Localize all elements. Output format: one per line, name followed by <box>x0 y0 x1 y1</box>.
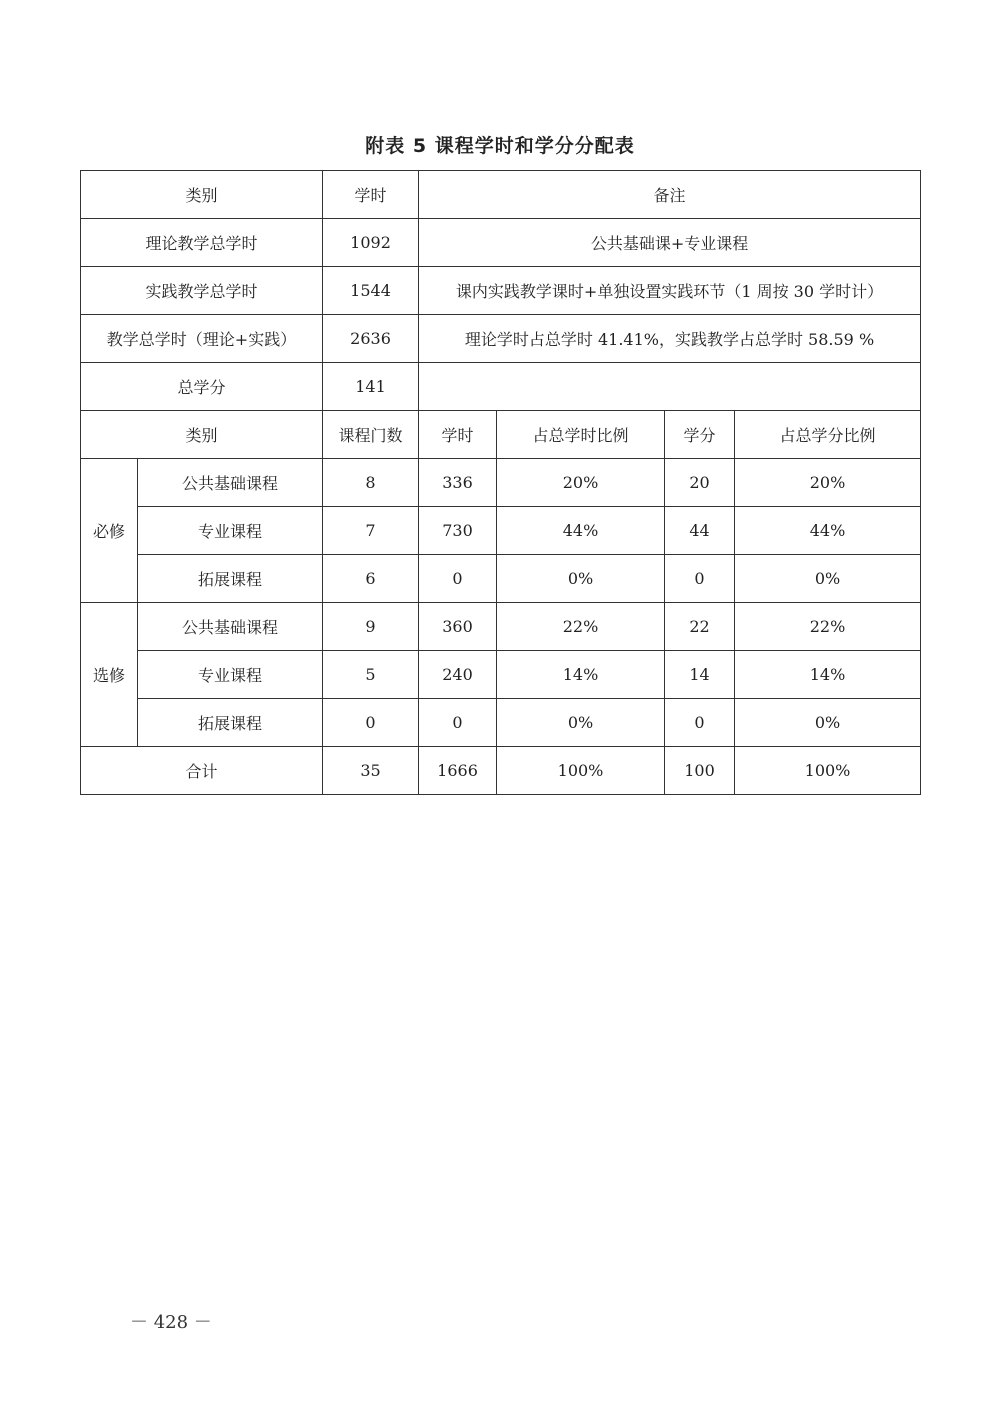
credits-ratio: 20% <box>735 459 921 507</box>
group-label-required: 必修 <box>81 459 138 603</box>
header-course-count: 课程门数 <box>323 411 419 459</box>
course-count: 9 <box>323 603 419 651</box>
total-credits-ratio: 100% <box>735 747 921 795</box>
summary-note: 公共基础课+专业课程 <box>419 219 921 267</box>
hours-ratio: 14% <box>497 651 665 699</box>
table-row <box>81 603 921 651</box>
table-row <box>81 459 921 507</box>
table-row <box>81 699 921 747</box>
header-category: 类别 <box>81 411 323 459</box>
summary-note: 课内实践教学课时+单独设置实践环节（1 周按 30 学时计） <box>419 267 921 315</box>
course-count: 0 <box>323 699 419 747</box>
hours: 360 <box>419 603 497 651</box>
table-row <box>81 507 921 555</box>
total-credits: 100 <box>665 747 735 795</box>
header-category: 类别 <box>81 171 323 219</box>
course-count: 6 <box>323 555 419 603</box>
total-row <box>81 747 921 795</box>
summary-hours: 141 <box>323 363 419 411</box>
total-label: 合计 <box>81 747 323 795</box>
header-hours-ratio: 占总学时比例 <box>497 411 665 459</box>
page-number: － 428 － <box>130 1312 212 1333</box>
summary-row <box>81 315 921 363</box>
hours-ratio: 0% <box>497 699 665 747</box>
course-type: 拓展课程 <box>138 699 323 747</box>
course-type: 拓展课程 <box>138 555 323 603</box>
credits-ratio: 14% <box>735 651 921 699</box>
credit-hours-table <box>80 170 921 795</box>
hours: 336 <box>419 459 497 507</box>
summary-note: 理论学时占总学时 41.41%，实践教学占总学时 58.59 % <box>419 315 921 363</box>
hours: 730 <box>419 507 497 555</box>
group-label-elective: 选修 <box>81 603 138 747</box>
summary-hours: 1092 <box>323 219 419 267</box>
total-hours-ratio: 100% <box>497 747 665 795</box>
header-note: 备注 <box>419 171 921 219</box>
total-hours: 1666 <box>419 747 497 795</box>
course-count: 8 <box>323 459 419 507</box>
summary-note <box>419 363 921 411</box>
credits: 0 <box>665 699 735 747</box>
credits: 14 <box>665 651 735 699</box>
credits-ratio: 22% <box>735 603 921 651</box>
credits-ratio: 0% <box>735 555 921 603</box>
header-hours: 学时 <box>323 171 419 219</box>
course-type: 专业课程 <box>138 651 323 699</box>
hours: 0 <box>419 699 497 747</box>
hours: 240 <box>419 651 497 699</box>
table-title: 附表 5 课程学时和学分分配表 <box>365 135 635 157</box>
credits: 44 <box>665 507 735 555</box>
summary-category: 实践教学总学时 <box>81 267 323 315</box>
summary-hours: 2636 <box>323 315 419 363</box>
hours-ratio: 44% <box>497 507 665 555</box>
credits: 0 <box>665 555 735 603</box>
course-type: 公共基础课程 <box>138 459 323 507</box>
credits: 22 <box>665 603 735 651</box>
credits-ratio: 44% <box>735 507 921 555</box>
credits: 20 <box>665 459 735 507</box>
table-row <box>81 555 921 603</box>
summary-category: 总学分 <box>81 363 323 411</box>
hours: 0 <box>419 555 497 603</box>
course-count: 7 <box>323 507 419 555</box>
course-type: 专业课程 <box>138 507 323 555</box>
header-hours: 学时 <box>419 411 497 459</box>
total-course-count: 35 <box>323 747 419 795</box>
summary-row <box>81 267 921 315</box>
course-type: 公共基础课程 <box>138 603 323 651</box>
hours-ratio: 22% <box>497 603 665 651</box>
summary-row <box>81 219 921 267</box>
summary-row <box>81 363 921 411</box>
header-credits: 学分 <box>665 411 735 459</box>
breakdown-header-row <box>81 411 921 459</box>
course-count: 5 <box>323 651 419 699</box>
summary-header-row <box>81 171 921 219</box>
hours-ratio: 20% <box>497 459 665 507</box>
table-row <box>81 651 921 699</box>
summary-category: 教学总学时（理论+实践） <box>81 315 323 363</box>
summary-category: 理论教学总学时 <box>81 219 323 267</box>
credits-ratio: 0% <box>735 699 921 747</box>
summary-hours: 1544 <box>323 267 419 315</box>
hours-ratio: 0% <box>497 555 665 603</box>
header-credits-ratio: 占总学分比例 <box>735 411 921 459</box>
